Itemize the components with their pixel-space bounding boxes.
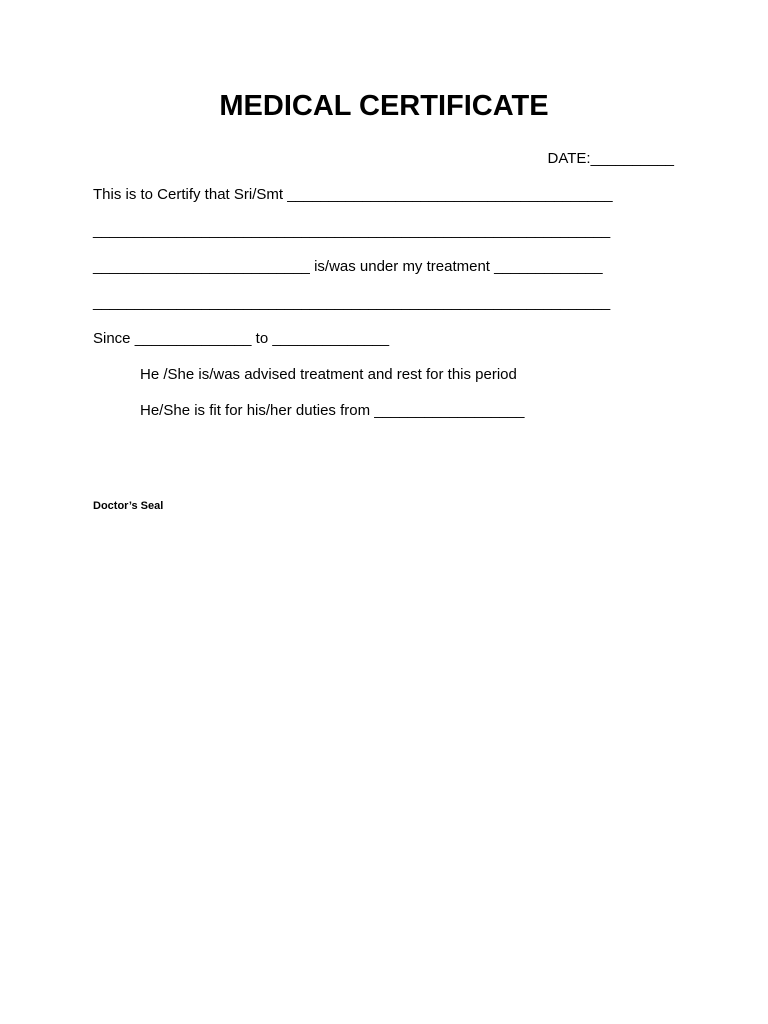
date-field-line: DATE:__________	[547, 150, 674, 167]
doctor-seal-label: Doctor’s Seal	[93, 500, 164, 512]
certify-name-line: This is to Certify that Sri/Smt _______________________________________	[93, 186, 613, 203]
fit-for-duty-line: He/She is fit for his/her duties from __________________	[140, 402, 525, 419]
period-line: Since ______________ to ______________	[93, 330, 390, 347]
certificate-title: MEDICAL CERTIFICATE	[219, 90, 549, 122]
blank-fill-line: ______________________________________________________________	[93, 294, 611, 311]
treatment-line: __________________________ is/was under my treatment _____________	[93, 258, 603, 275]
advised-rest-line: He /She is/was advised treatment and rest for this period	[140, 366, 517, 383]
blank-fill-line: ______________________________________________________________	[93, 222, 611, 239]
